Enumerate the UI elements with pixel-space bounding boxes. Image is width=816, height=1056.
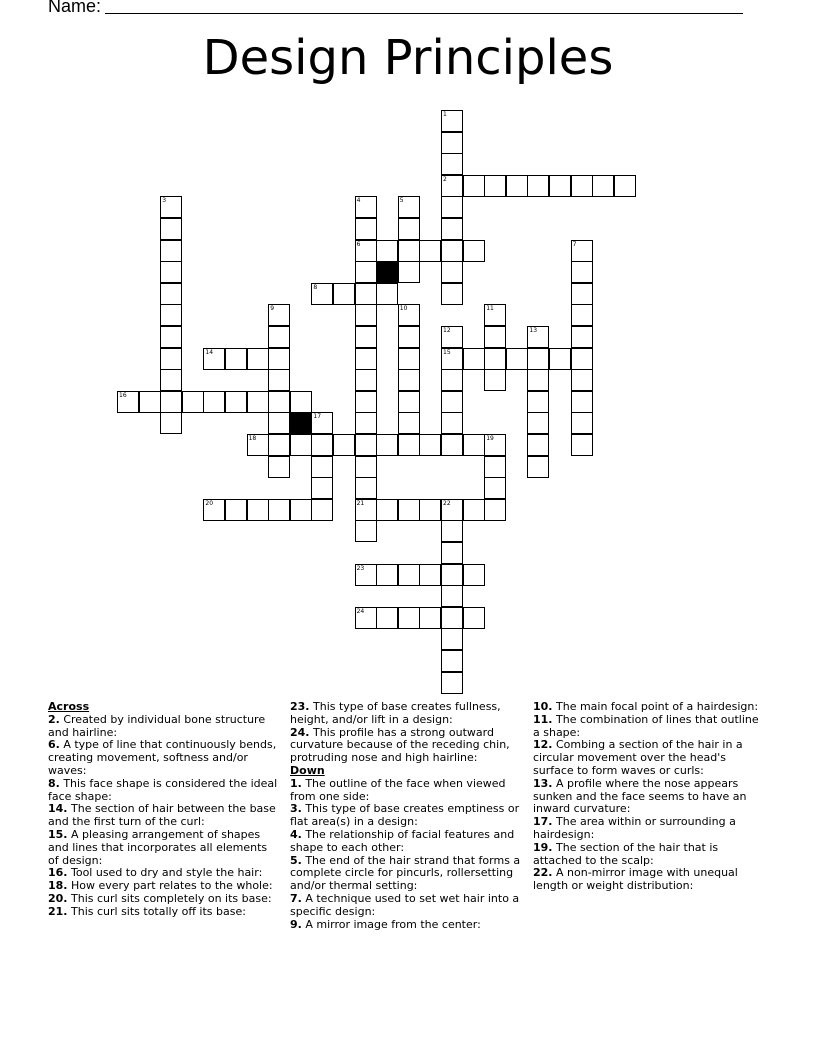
- clue-number: 18: [248, 435, 257, 442]
- clue-number: 23: [356, 564, 365, 572]
- grid-cell[interactable]: [484, 434, 506, 456]
- clues-column-3: [533, 701, 765, 893]
- grid-cell[interactable]: [571, 283, 593, 305]
- grid-cell[interactable]: [419, 434, 441, 456]
- clue-item: [290, 778, 522, 804]
- grid-cell[interactable]: [290, 499, 312, 521]
- grid-cell[interactable]: [441, 153, 463, 175]
- grid-cell[interactable]: [355, 283, 377, 305]
- clue-item: [48, 714, 280, 740]
- grid-cell[interactable]: [506, 175, 528, 197]
- clue-item: [290, 855, 522, 893]
- grid-cell[interactable]: [355, 477, 377, 499]
- clue-text: This type of base creates fullness, height, and/or lift in a design:: [290, 700, 501, 726]
- clue-number: 11: [486, 305, 494, 313]
- grid-cell[interactable]: [441, 369, 463, 391]
- grid-cell[interactable]: [441, 132, 463, 154]
- grid-cell[interactable]: [355, 412, 377, 434]
- grid-cell[interactable]: [268, 348, 290, 370]
- grid-cell[interactable]: [441, 261, 463, 283]
- clue-number-label: 18.: [48, 879, 68, 893]
- clue-item: [533, 739, 765, 777]
- clue-number: 6: [356, 240, 361, 248]
- clue-text: This face shape is considered the ideal face shape:: [48, 776, 278, 803]
- grid-cell[interactable]: [398, 261, 420, 283]
- grid-cell[interactable]: [484, 369, 506, 391]
- clue-number: 21: [356, 499, 365, 507]
- clue-text: The main focal point of a hairdesign:: [552, 700, 759, 713]
- grid-cell[interactable]: [614, 175, 636, 197]
- grid-cell[interactable]: [225, 391, 247, 413]
- clue-text: The end of the hair strand that forms a complete circle for pincurls, rollersetting and/or thermal setting:: [290, 853, 521, 893]
- grid-cell[interactable]: [571, 240, 593, 262]
- grid-cell[interactable]: [268, 456, 290, 478]
- grid-cell[interactable]: [355, 218, 377, 240]
- clues-column-1: [48, 701, 280, 919]
- clue-item: [533, 867, 765, 893]
- grid-cell[interactable]: [376, 283, 398, 305]
- clue-text: Combing a section of the hair in a circular movement over the head's surface to form waves or curls:: [533, 738, 743, 777]
- clue-item: [290, 829, 522, 855]
- grid-cell[interactable]: [441, 564, 463, 586]
- grid-cell[interactable]: [203, 391, 225, 413]
- clue-text: This curl sits totally off its base:: [67, 904, 246, 918]
- grid-cell[interactable]: [484, 304, 506, 326]
- grid-cell[interactable]: [247, 434, 269, 456]
- clue-number-label: 7.: [290, 891, 302, 905]
- grid-cell[interactable]: [355, 196, 377, 218]
- grid-cell[interactable]: [506, 348, 528, 370]
- clue-item: [48, 778, 280, 804]
- grid-cell[interactable]: [441, 283, 463, 305]
- grid-cell[interactable]: [160, 304, 182, 326]
- grid-cell[interactable]: [376, 564, 398, 586]
- clue-number-label: 9.: [290, 917, 302, 931]
- puzzle-title: Design Principles: [202, 30, 614, 86]
- grid-cell[interactable]: [441, 196, 463, 218]
- grid-cell[interactable]: [484, 175, 506, 197]
- grid-cell[interactable]: [355, 261, 377, 283]
- grid-cell[interactable]: [355, 240, 377, 262]
- black-cell: [290, 412, 312, 434]
- grid-cell[interactable]: [311, 412, 333, 434]
- grid-cell[interactable]: [571, 175, 593, 197]
- grid-cell[interactable]: [441, 520, 463, 542]
- grid-cell[interactable]: [441, 542, 463, 564]
- grid-cell[interactable]: [398, 391, 420, 413]
- grid-cell[interactable]: [441, 348, 463, 370]
- clue-number: 9: [270, 305, 275, 313]
- grid-cell[interactable]: [311, 499, 333, 521]
- clue-text: This profile has a strong outward curvature because of the receding chin, protruding nose and high hairline:: [290, 725, 510, 765]
- grid-cell[interactable]: [398, 434, 420, 456]
- clue-number-label: 11.: [533, 712, 553, 726]
- clue-number: 4: [356, 197, 361, 205]
- grid-cell[interactable]: [463, 434, 485, 456]
- clue-number: 8: [313, 283, 318, 291]
- clue-number: 22: [443, 499, 451, 507]
- grid-cell[interactable]: [527, 369, 549, 391]
- grid-cell[interactable]: [355, 326, 377, 348]
- grid-cell[interactable]: [355, 499, 377, 521]
- clue-number-label: 20.: [48, 891, 68, 905]
- grid-cell[interactable]: [182, 391, 204, 413]
- clue-number-label: 16.: [48, 866, 68, 880]
- clue-item: [290, 727, 522, 765]
- grid-cell[interactable]: [441, 240, 463, 262]
- clue-item: [533, 816, 765, 842]
- clues-column-2: [290, 701, 522, 931]
- grid-cell[interactable]: [571, 391, 593, 413]
- grid-cell[interactable]: [419, 240, 441, 262]
- down-clue-list-continued: [533, 701, 765, 893]
- grid-cell[interactable]: [117, 391, 139, 413]
- grid-cell[interactable]: [398, 348, 420, 370]
- grid-cell[interactable]: [527, 326, 549, 348]
- across-clue-list: [48, 714, 280, 919]
- clue-item: [48, 803, 280, 829]
- grid-cell[interactable]: [441, 175, 463, 197]
- grid-cell[interactable]: [441, 326, 463, 348]
- clue-number-label: 2.: [48, 712, 60, 726]
- black-cell: [376, 261, 398, 283]
- grid-cell[interactable]: [290, 434, 312, 456]
- grid-cell[interactable]: [333, 283, 355, 305]
- grid-cell[interactable]: [463, 175, 485, 197]
- clue-number: 10: [399, 305, 408, 313]
- grid-cell[interactable]: [549, 175, 571, 197]
- grid-cell[interactable]: [441, 110, 463, 132]
- grid-cell[interactable]: [160, 261, 182, 283]
- grid-cell[interactable]: [571, 304, 593, 326]
- clue-number-label: 24.: [290, 725, 310, 739]
- clue-item: [533, 842, 765, 868]
- clue-number-label: 3.: [290, 802, 302, 816]
- grid-cell[interactable]: [419, 564, 441, 586]
- clue-number: 17: [313, 413, 322, 421]
- grid-cell[interactable]: [463, 240, 485, 262]
- grid-cell[interactable]: [398, 196, 420, 218]
- grid-cell[interactable]: [376, 607, 398, 629]
- grid-cell[interactable]: [311, 434, 333, 456]
- clue-number: 2: [443, 175, 447, 183]
- grid-cell[interactable]: [571, 369, 593, 391]
- grid-cell[interactable]: [247, 348, 269, 370]
- clue-text: A mirror image from the center:: [301, 917, 481, 931]
- name-label: Name:: [48, 0, 102, 16]
- grid-cell[interactable]: [355, 520, 377, 542]
- grid-cell[interactable]: [268, 326, 290, 348]
- clue-number-label: 6.: [48, 738, 60, 752]
- grid-cell[interactable]: [268, 499, 290, 521]
- grid-cell[interactable]: [203, 348, 225, 370]
- grid-cell[interactable]: [376, 499, 398, 521]
- grid-cell[interactable]: [484, 456, 506, 478]
- grid-cell[interactable]: [571, 326, 593, 348]
- grid-cell[interactable]: [419, 607, 441, 629]
- grid-cell[interactable]: [527, 391, 549, 413]
- grid-cell[interactable]: [376, 240, 398, 262]
- across-clue-list-continued: [290, 701, 522, 765]
- clue-text: This curl sits completely on its base:: [67, 891, 272, 905]
- grid-cell[interactable]: [355, 434, 377, 456]
- grid-cell[interactable]: [441, 672, 463, 694]
- clue-text: This type of base creates emptiness or flat area(s) in a design:: [290, 802, 520, 829]
- clue-number-label: 12.: [533, 738, 553, 752]
- grid-cell[interactable]: [290, 391, 312, 413]
- grid-cell[interactable]: [376, 434, 398, 456]
- grid-cell[interactable]: [203, 499, 225, 521]
- grid-cell[interactable]: [160, 283, 182, 305]
- clue-item: [48, 829, 280, 867]
- clue-item: [533, 778, 765, 816]
- clue-text: The section of hair between the base and the first turn of the curl:: [48, 802, 276, 829]
- grid-cell[interactable]: [311, 477, 333, 499]
- grid-cell[interactable]: [268, 412, 290, 434]
- grid-cell[interactable]: [355, 391, 377, 413]
- grid-cell[interactable]: [355, 304, 377, 326]
- grid-cell[interactable]: [160, 326, 182, 348]
- clue-text: The area within or surrounding a hairdesign:: [533, 815, 736, 841]
- grid-cell[interactable]: [484, 499, 506, 521]
- clue-item: [48, 739, 280, 777]
- grid-cell[interactable]: [139, 391, 161, 413]
- grid-cell[interactable]: [247, 499, 269, 521]
- clue-number-label: 21.: [48, 904, 68, 918]
- grid-cell[interactable]: [355, 348, 377, 370]
- clue-number-label: 22.: [533, 866, 553, 880]
- grid-cell[interactable]: [333, 434, 355, 456]
- clue-number: 15: [443, 348, 451, 356]
- grid-cell[interactable]: [160, 391, 182, 413]
- clue-number: 19: [486, 435, 494, 442]
- clue-text: A technique used to set wet hair into a specific design:: [290, 891, 520, 918]
- clue-text: Created by individual bone structure and hairline:: [48, 712, 266, 739]
- clue-number-label: 17.: [533, 815, 553, 829]
- grid-cell[interactable]: [527, 412, 549, 434]
- grid-cell[interactable]: [484, 477, 506, 499]
- grid-cell[interactable]: [398, 218, 420, 240]
- across-heading: Across: [48, 700, 90, 713]
- grid-cell[interactable]: [441, 412, 463, 434]
- clue-item: [290, 701, 522, 727]
- grid-cell[interactable]: [355, 564, 377, 586]
- grid-cell[interactable]: [311, 456, 333, 478]
- grid-cell[interactable]: [160, 218, 182, 240]
- grid-cell[interactable]: [463, 348, 485, 370]
- grid-cell[interactable]: [160, 412, 182, 434]
- grid-cell[interactable]: [160, 348, 182, 370]
- clue-number: 7: [572, 240, 577, 248]
- grid-cell[interactable]: [355, 456, 377, 478]
- clue-item: [290, 803, 522, 829]
- clue-text: A non-mirror image with unequal length or weight distribution:: [533, 866, 738, 893]
- grid-cell[interactable]: [419, 499, 441, 521]
- grid-cell[interactable]: [355, 607, 377, 629]
- grid-cell[interactable]: [463, 607, 485, 629]
- clue-text: The relationship of facial features and shape to each other:: [290, 827, 515, 854]
- grid-cell[interactable]: [268, 304, 290, 326]
- grid-cell[interactable]: [398, 607, 420, 629]
- grid-cell[interactable]: [398, 304, 420, 326]
- clue-item: [290, 919, 522, 932]
- grid-cell[interactable]: [225, 348, 247, 370]
- grid-cell[interactable]: [571, 412, 593, 434]
- grid-cell[interactable]: [484, 326, 506, 348]
- clue-text: How every part relates to the whole:: [67, 879, 273, 893]
- grid-cell[interactable]: [268, 391, 290, 413]
- grid-cell[interactable]: [441, 499, 463, 521]
- grid-cell[interactable]: [441, 628, 463, 650]
- clue-number-label: 1.: [290, 776, 302, 790]
- grid-cell[interactable]: [355, 369, 377, 391]
- grid-cell[interactable]: [268, 434, 290, 456]
- grid-cell[interactable]: [527, 434, 549, 456]
- clue-number-label: 13.: [533, 776, 553, 790]
- grid-cell[interactable]: [268, 369, 290, 391]
- grid-cell[interactable]: [592, 175, 614, 197]
- clue-number-label: 10.: [533, 700, 553, 713]
- clue-number: 1: [443, 111, 447, 118]
- grid-cell[interactable]: [571, 348, 593, 370]
- grid-cell[interactable]: [571, 434, 593, 456]
- grid-cell[interactable]: [463, 499, 485, 521]
- clue-number: 12: [443, 327, 451, 334]
- grid-cell[interactable]: [160, 369, 182, 391]
- grid-cell[interactable]: [484, 348, 506, 370]
- grid-cell[interactable]: [527, 456, 549, 478]
- clue-item: [533, 714, 765, 740]
- clue-text: The combination of lines that outline a shape:: [533, 712, 759, 739]
- grid-cell[interactable]: [160, 240, 182, 262]
- clue-number-label: 19.: [533, 840, 553, 854]
- grid-cell[interactable]: [571, 261, 593, 283]
- grid-cell[interactable]: [441, 650, 463, 672]
- clue-number: 24: [356, 607, 365, 615]
- grid-cell[interactable]: [398, 499, 420, 521]
- grid-cell[interactable]: [311, 283, 333, 305]
- grid-cell[interactable]: [527, 348, 549, 370]
- grid-cell[interactable]: [160, 196, 182, 218]
- clue-number-label: 5.: [290, 853, 302, 867]
- down-heading: Down: [290, 763, 325, 777]
- grid-cell[interactable]: [441, 434, 463, 456]
- clue-number: 14: [205, 348, 214, 356]
- down-clue-list: [290, 778, 522, 932]
- clue-number-label: 15.: [48, 827, 68, 841]
- grid-cell[interactable]: [398, 369, 420, 391]
- grid-cell[interactable]: [441, 585, 463, 607]
- grid-cell[interactable]: [247, 391, 269, 413]
- clue-text: The section of the hair that is attached to the scalp:: [533, 840, 719, 867]
- clue-number-label: 14.: [48, 802, 68, 816]
- clue-text: A type of line that continuously bends, creating movement, softness and/or waves:: [48, 738, 277, 777]
- grid-cell[interactable]: [463, 564, 485, 586]
- clue-number-label: 23.: [290, 700, 310, 713]
- clue-number: 20: [205, 499, 214, 507]
- clue-number: 13: [529, 327, 538, 334]
- clue-text: A pleasing arrangement of shapes and lines that incorporates all elements of design:: [48, 827, 268, 867]
- grid-cell[interactable]: [441, 218, 463, 240]
- clue-number: 16: [119, 391, 127, 399]
- clue-text: Tool used to dry and style the hair:: [67, 866, 263, 880]
- grid-cell[interactable]: [398, 564, 420, 586]
- grid-cell[interactable]: [441, 607, 463, 629]
- clue-item: [48, 906, 280, 919]
- grid-cell[interactable]: [225, 499, 247, 521]
- clue-number-label: 8.: [48, 776, 60, 790]
- clue-number: 5: [399, 197, 404, 205]
- clue-text: A profile where the nose appears sunken and the face seems to have an inward curvature:: [533, 776, 747, 816]
- grid-cell[interactable]: [398, 240, 420, 262]
- grid-cell[interactable]: [398, 412, 420, 434]
- grid-cell[interactable]: [549, 348, 571, 370]
- clue-item: [290, 893, 522, 919]
- grid-cell[interactable]: [441, 391, 463, 413]
- clue-number: 3: [162, 197, 167, 205]
- grid-cell[interactable]: [527, 175, 549, 197]
- clue-number-label: 4.: [290, 827, 302, 841]
- grid-cell[interactable]: [398, 326, 420, 348]
- clue-text: The outline of the face when viewed from one side:: [290, 776, 506, 803]
